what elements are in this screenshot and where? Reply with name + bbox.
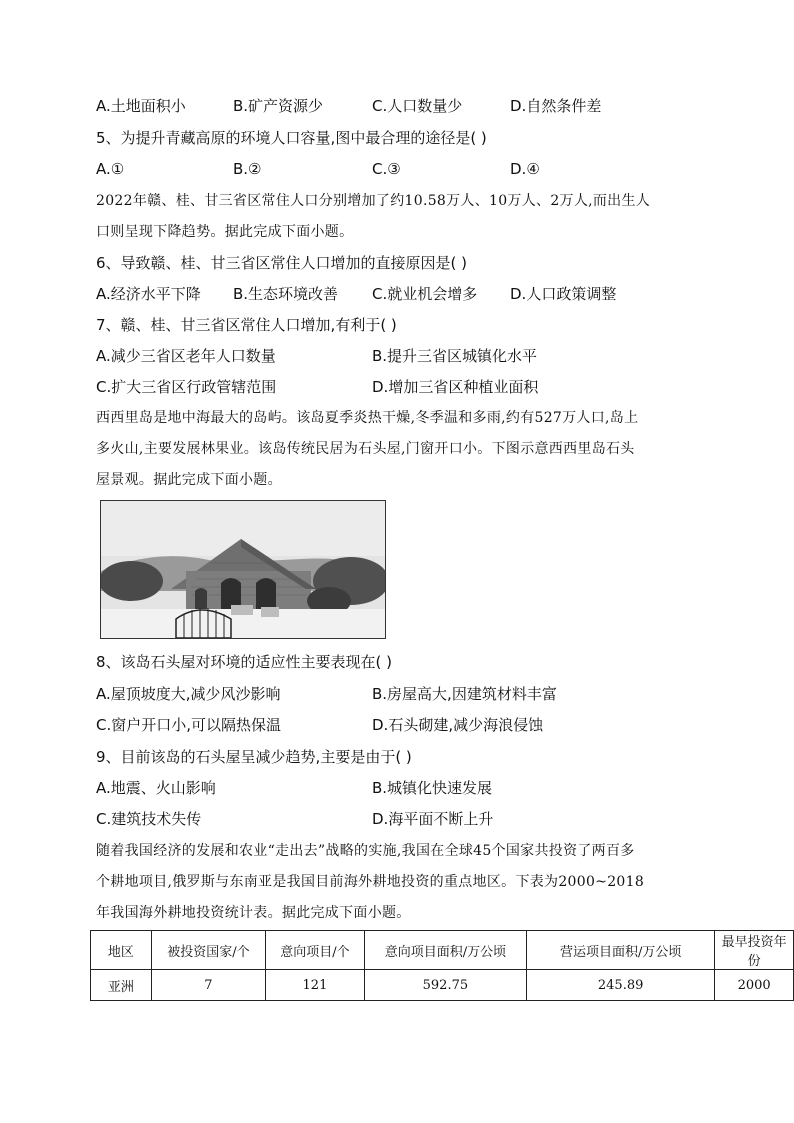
q5-option-a: A.①: [96, 160, 125, 178]
q8-option-c: C.窗户开口小,可以隔热保温: [96, 716, 282, 734]
q9-option-c: C.建筑技术失传: [96, 810, 202, 828]
stone-house-photo: [100, 500, 386, 639]
passage3-line2: 个耕地项目,俄罗斯与东南亚是我国目前海外耕地投资的重点地区。下表为2000~2018: [96, 874, 645, 890]
q7-option-b: B.提升三省区城镇化水平: [372, 347, 538, 365]
passage3-line1: 随着我国经济的发展和农业“走出去”战略的实施,我国在全球45个国家共投资了两百多: [96, 843, 635, 859]
table-header-cell: 最早投资年份: [715, 931, 794, 970]
table-header-cell: 地区: [91, 931, 152, 970]
passage2-line3: 屋景观。据此完成下面小题。: [96, 472, 282, 488]
table-header-row: [91, 931, 794, 970]
stone-house-illustration: [101, 501, 385, 638]
table-header-cell: 意向项目面积/万公顷: [364, 931, 526, 970]
q4-option-d: D.自然条件差: [510, 97, 602, 115]
q5-option-b: B.②: [233, 160, 262, 178]
q4-option-a: A.土地面积小: [96, 97, 186, 115]
q8-option-b: B.房屋高大,因建筑材料丰富: [372, 685, 557, 703]
q9-option-a: A.地震、火山影响: [96, 779, 216, 797]
q6-option-c: C.就业机会增多: [372, 285, 478, 303]
table-row: [91, 970, 794, 1001]
q4-option-c: C.人口数量少: [372, 97, 463, 115]
q9-option-d: D.海平面不断上升: [372, 810, 494, 828]
q6-option-d: D.人口政策调整: [510, 285, 617, 303]
q8-stem: 8、该岛石头屋对环境的适应性主要表现在( ): [96, 653, 393, 671]
q8-option-a: A.屋顶坡度大,减少风沙影响: [96, 685, 281, 703]
investment-table: [90, 930, 794, 1001]
q6-option-a: A.经济水平下降: [96, 285, 201, 303]
table-header-cell: 被投资国家/个: [151, 931, 265, 970]
q5-option-d: D.④: [510, 160, 540, 178]
table-cell: 121: [266, 970, 365, 1001]
table-header-cell: 营运项目面积/万公顷: [527, 931, 715, 970]
q7-option-c: C.扩大三省区行政管辖范围: [96, 378, 277, 396]
passage1-line2: 口则呈现下降趋势。据此完成下面小题。: [96, 224, 354, 240]
table-cell: 7: [151, 970, 265, 1001]
q7-option-d: D.增加三省区种植业面积: [372, 378, 539, 396]
q7-stem: 7、赣、桂、甘三省区常住人口增加,有利于( ): [96, 316, 397, 334]
table-cell: 亚洲: [91, 970, 152, 1001]
passage3-line3: 年我国海外耕地投资统计表。据此完成下面小题。: [96, 905, 411, 921]
q8-option-d: D.石头砌建,减少海浪侵蚀: [372, 716, 544, 734]
table-cell: 2000: [715, 970, 794, 1001]
passage2-line1: 西西里岛是地中海最大的岛屿。该岛夏季炎热干燥,冬季温和多雨,约有527万人口,岛上: [96, 410, 639, 426]
q4-option-b: B.矿产资源少: [233, 97, 324, 115]
q5-stem: 5、为提升青藏高原的环境人口容量,图中最合理的途径是( ): [96, 129, 487, 147]
q6-option-b: B.生态环境改善: [233, 285, 339, 303]
table-cell: 592.75: [364, 970, 526, 1001]
q5-option-c: C.③: [372, 160, 401, 178]
q6-stem: 6、导致赣、桂、甘三省区常住人口增加的直接原因是( ): [96, 254, 468, 272]
q7-option-a: A.减少三省区老年人口数量: [96, 347, 276, 365]
passage2-line2: 多火山,主要发展林果业。该岛传统民居为石头屋,门窗开口小。下图示意西西里岛石头: [96, 441, 635, 457]
passage1-line1: 2022年赣、桂、甘三省区常住人口分别增加了约10.58万人、10万人、2万人,而出生人: [96, 193, 651, 209]
q9-option-b: B.城镇化快速发展: [372, 779, 493, 797]
table-header-cell: 意向项目/个: [266, 931, 365, 970]
q9-stem: 9、目前该岛的石头屋呈减少趋势,主要是由于( ): [96, 748, 412, 766]
table-cell: 245.89: [527, 970, 715, 1001]
